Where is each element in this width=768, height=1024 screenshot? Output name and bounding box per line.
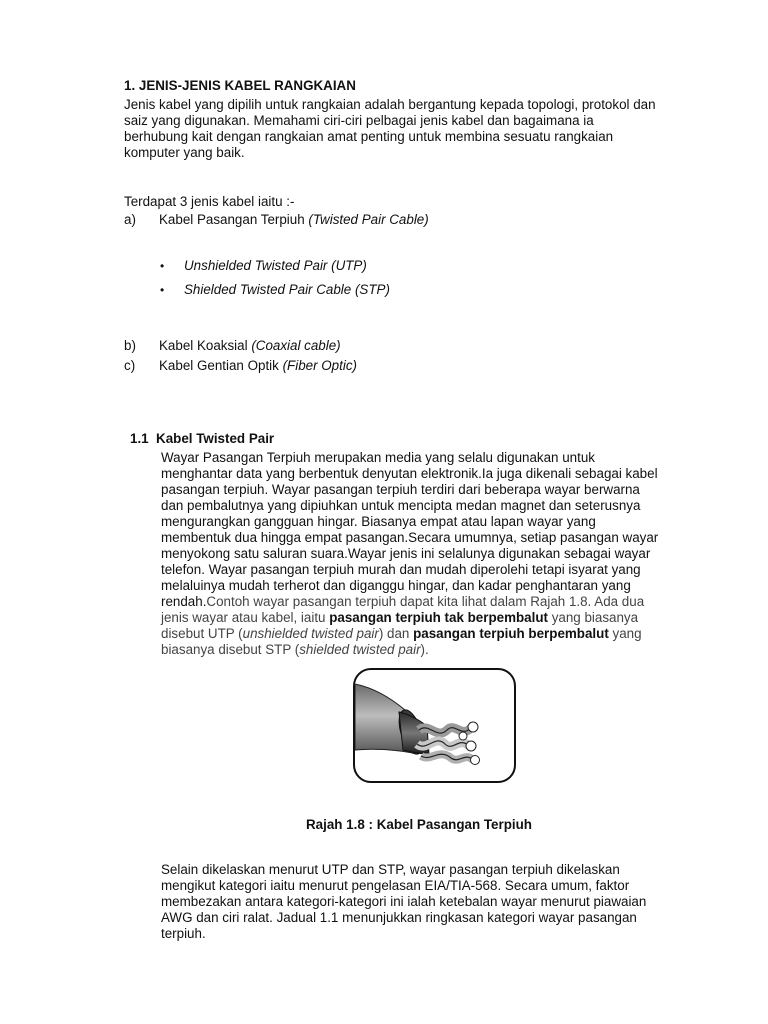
types-intro: Terdapat 3 jenis kabel iaitu :- — [124, 194, 295, 209]
text-run: jenis wayar atau kabel, iaitu — [161, 610, 330, 625]
paragraph-line: dan pembalutnya yang dipiuhkan untuk mencipta medan magnet dan seterusnya — [161, 498, 641, 513]
list-marker: b) — [124, 338, 136, 353]
type-english-name: (Coaxial cable) — [251, 338, 341, 353]
paragraph-line: Selain dikelaskan menurut UTP dan STP, wayar pasangan terpiuh dikelaskan — [161, 862, 620, 877]
paragraph-line: Wayar Pasangan Terpiuh merupakan media yang selalu digunakan untuk — [161, 450, 595, 465]
type-name: Kabel Koaksial — [159, 338, 252, 353]
paragraph-line: mengikut kategori iaitu menurut pengelasan EIA/TIA-568. Secara umum, faktor — [161, 878, 630, 893]
bold-term-utp: pasangan terpiuh tak berpembalut — [329, 610, 548, 625]
figure-frame — [353, 668, 516, 783]
text-run: yang — [608, 626, 642, 641]
intro-line: berhubung kait dengan rangkaian amat penting untuk membina sesuatu rangkaian — [124, 129, 614, 144]
paragraph-line: menghantar data yang berbentuk denyutan elektronik.Ia juga dikenali sebagai kabel — [161, 466, 658, 481]
bullet-icon: • — [160, 259, 165, 273]
paragraph-line: AWG dan ciri ralat. Jadual 1.1 menunjukkan ringkasan kategori wayar pasangan — [161, 910, 637, 925]
text-run: disebut UTP ( — [161, 626, 243, 641]
paragraph-line: mengurangkan gangguan hingar. Biasanya empat atau lapan wayar yang — [161, 514, 596, 529]
list-marker: c) — [124, 358, 136, 373]
paragraph-line: pasangan terpiuh. Wayar pasangan terpiuh terdiri dari beberapa wayar berwarna — [161, 482, 640, 497]
paragraph-line: telefon. Wayar pasangan terpiuh murah dan mudah diperolehi tetapi isyarat yang — [161, 562, 641, 577]
bullet-icon: • — [160, 283, 165, 297]
subtype-label: Unshielded Twisted Pair (UTP) — [184, 258, 367, 273]
intro-line: Jenis kabel yang dipilih untuk rangkaian adalah bergantung kepada topologi, protokol dan — [124, 97, 656, 112]
intro-paragraph — [124, 97, 656, 161]
twisted-pair-cable-icon — [355, 670, 514, 781]
type-english-name: (Twisted Pair Cable) — [308, 212, 429, 227]
text-run: rendah. — [161, 594, 207, 609]
intro-line: saiz yang digunakan. Memahami ciri-ciri pelbagai jenis kabel dan bagaimana ia — [124, 113, 594, 128]
category-paragraph — [161, 862, 646, 942]
paragraph-line: melaluinya mudah terherot dan diganggu hingar, dan kadar penghantaran yang — [161, 578, 631, 593]
bold-term-stp: pasangan terpiuh berpembalut — [413, 626, 609, 641]
subsection-heading: 1.1 Kabel Twisted Pair — [130, 431, 275, 446]
intro-line: komputer yang baik. — [124, 145, 245, 160]
text-run: Contoh wayar pasangan terpiuh dapat kita lihat dalam Rajah 1.8. Ada dua — [206, 594, 645, 609]
paragraph-line: membentuk dua hingga empat pasangan.Secara umumnya, setiap pasangan wayar — [161, 530, 659, 545]
italic-term: shielded twisted pair — [299, 642, 421, 657]
text-run: ) dan — [378, 626, 414, 641]
subtype-item-utp — [160, 258, 460, 274]
paragraph-line — [161, 626, 658, 642]
type-item-a — [124, 212, 524, 228]
list-marker: a) — [124, 212, 136, 227]
paragraph-line — [161, 610, 658, 626]
subtype-item-stp — [160, 282, 460, 298]
italic-term: unshielded twisted pair — [242, 626, 379, 641]
paragraph-line: terpiuh. — [161, 926, 206, 941]
paragraph-line: menyokong satu saluran suara.Wayar jenis ini selalunya digunakan sebagai wayar — [161, 546, 651, 561]
paragraph-line — [161, 642, 658, 658]
type-item-b — [124, 338, 524, 354]
paragraph-line: membezakan antara kategori-kategori ini ialah ketebalan wayar menurut piawaian — [161, 894, 647, 909]
twisted-pair-paragraph — [161, 450, 658, 658]
text-run: biasanya disebut STP ( — [161, 642, 300, 657]
paragraph-line — [161, 594, 658, 610]
figure-caption: Rajah 1.8 : Kabel Pasangan Terpiuh — [306, 817, 532, 832]
type-name: Kabel Pasangan Terpiuh — [159, 212, 309, 227]
type-name: Kabel Gentian Optik — [159, 358, 283, 373]
type-english-name: (Fiber Optic) — [282, 358, 357, 373]
subtype-label: Shielded Twisted Pair Cable (STP) — [184, 282, 390, 297]
text-run: ). — [420, 642, 429, 657]
type-item-c — [124, 358, 524, 374]
section-heading: 1. JENIS-JENIS KABEL RANGKAIAN — [124, 78, 356, 93]
text-run: yang biasanya — [548, 610, 639, 625]
